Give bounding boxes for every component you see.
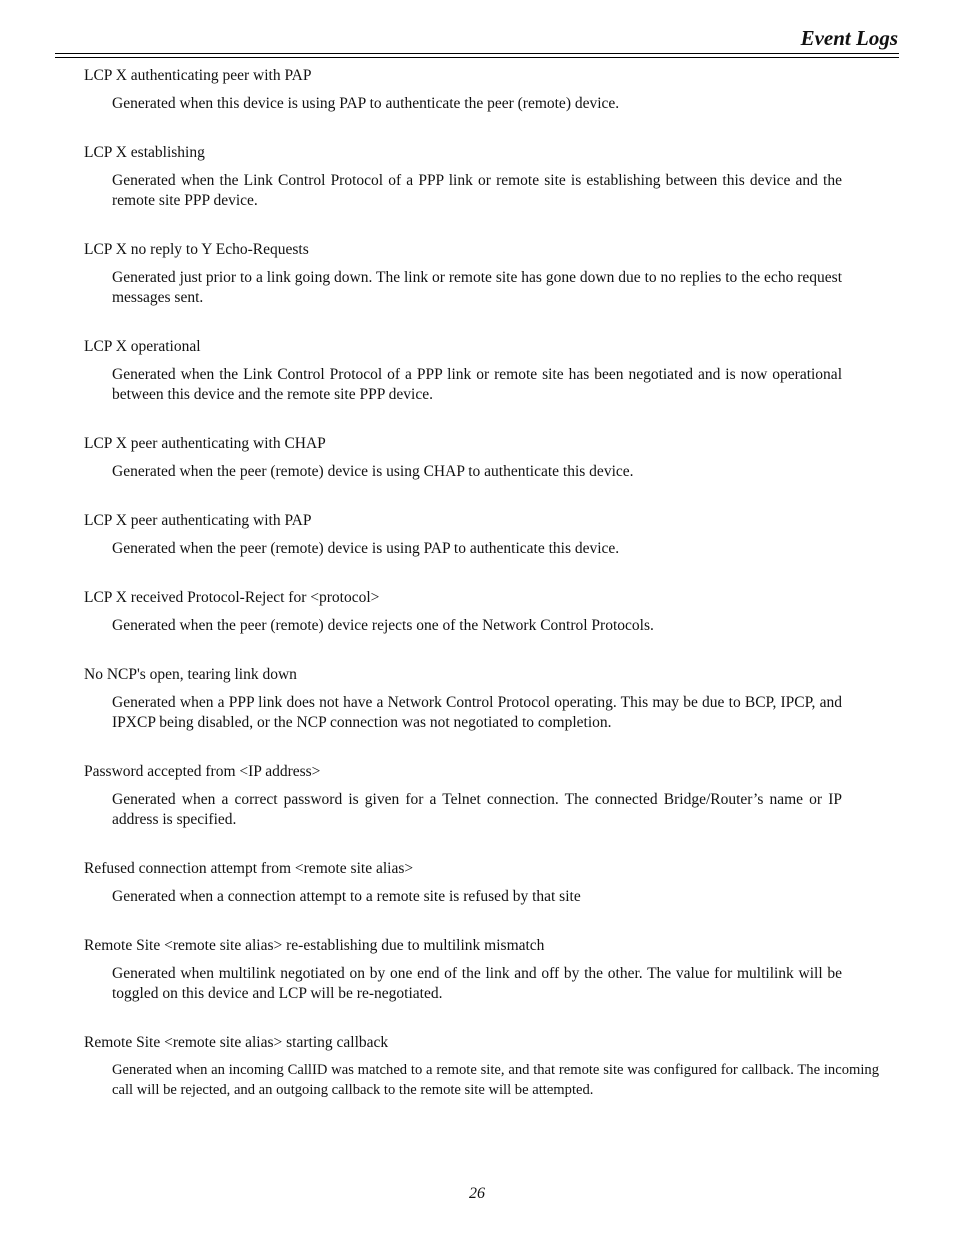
- event-entry: [84, 335, 842, 405]
- event-term: Remote Site <remote site alias> starting callback: [84, 1034, 389, 1051]
- event-entry: [84, 586, 842, 636]
- event-description: Generated when an incoming CallID was matched to a remote site, and that remote site was configured for callback. The incoming call will be rejected, and an outgoing callback to the remote site will be attempted.: [112, 1062, 879, 1098]
- page-number: 26: [469, 1185, 485, 1202]
- event-description: Generated when the Link Control Protocol of a PPP link or remote site has been negotiated and is now operational between this device and the remote site PPP device.: [112, 366, 842, 403]
- event-description: Generated when the peer (remote) device is using PAP to authenticate this device.: [112, 540, 620, 557]
- event-entry: [84, 760, 842, 830]
- event-term: LCP X establishing: [84, 144, 205, 161]
- event-term: Password accepted from <IP address>: [84, 763, 321, 780]
- header-rule: [55, 53, 899, 54]
- event-entry: [84, 432, 842, 482]
- event-entry: [84, 509, 842, 559]
- event-entry: [84, 238, 842, 308]
- event-description: Generated when this device is using PAP to authenticate the peer (remote) device.: [112, 95, 620, 112]
- event-description: Generated when the peer (remote) device is using CHAP to authenticate this device.: [112, 463, 634, 480]
- event-entry: [84, 663, 842, 733]
- event-description: Generated when a correct password is given for a Telnet connection. The connected Bridge/Router’s name or IP address is specified.: [112, 791, 842, 828]
- header-rule-thin: [55, 57, 899, 58]
- event-entry: [84, 64, 842, 114]
- event-description: Generated when a connection attempt to a remote site is refused by that site: [112, 888, 581, 905]
- event-term: No NCP's open, tearing link down: [84, 666, 297, 683]
- event-term: Refused connection attempt from <remote site alias>: [84, 860, 414, 877]
- event-term: LCP X peer authenticating with CHAP: [84, 435, 326, 452]
- event-entry: [84, 934, 842, 1004]
- event-description: Generated when multilink negotiated on by one end of the link and off by the other. The value for multilink will be toggled on this device and LCP will be re-negotiated.: [112, 965, 842, 1002]
- event-log-list: [84, 64, 879, 1100]
- event-entry: [84, 1031, 879, 1100]
- event-term: LCP X operational: [84, 338, 201, 355]
- event-description: Generated when a PPP link does not have a Network Control Protocol operating. This may be due to BCP, IPCP, and IPXCP being disabled, or the NCP connection was not negotiated to completion.: [112, 694, 842, 731]
- page-header-title: Event Logs: [800, 26, 898, 50]
- event-description: Generated when the peer (remote) device rejects one of the Network Control Protocols.: [112, 617, 654, 634]
- event-term: LCP X authenticating peer with PAP: [84, 67, 312, 84]
- event-term: LCP X no reply to Y Echo-Requests: [84, 241, 309, 258]
- event-description: Generated just prior to a link going down. The link or remote site has gone down due to no replies to the echo request messages sent.: [112, 269, 842, 306]
- event-term: Remote Site <remote site alias> re-establishing due to multilink mismatch: [84, 937, 545, 954]
- event-entry: [84, 857, 842, 907]
- event-term: LCP X received Protocol-Reject for <protocol>: [84, 589, 380, 606]
- event-entry: [84, 141, 842, 211]
- event-term: LCP X peer authenticating with PAP: [84, 512, 312, 529]
- event-description: Generated when the Link Control Protocol of a PPP link or remote site is establishing between this device and the remote site PPP device.: [112, 172, 842, 209]
